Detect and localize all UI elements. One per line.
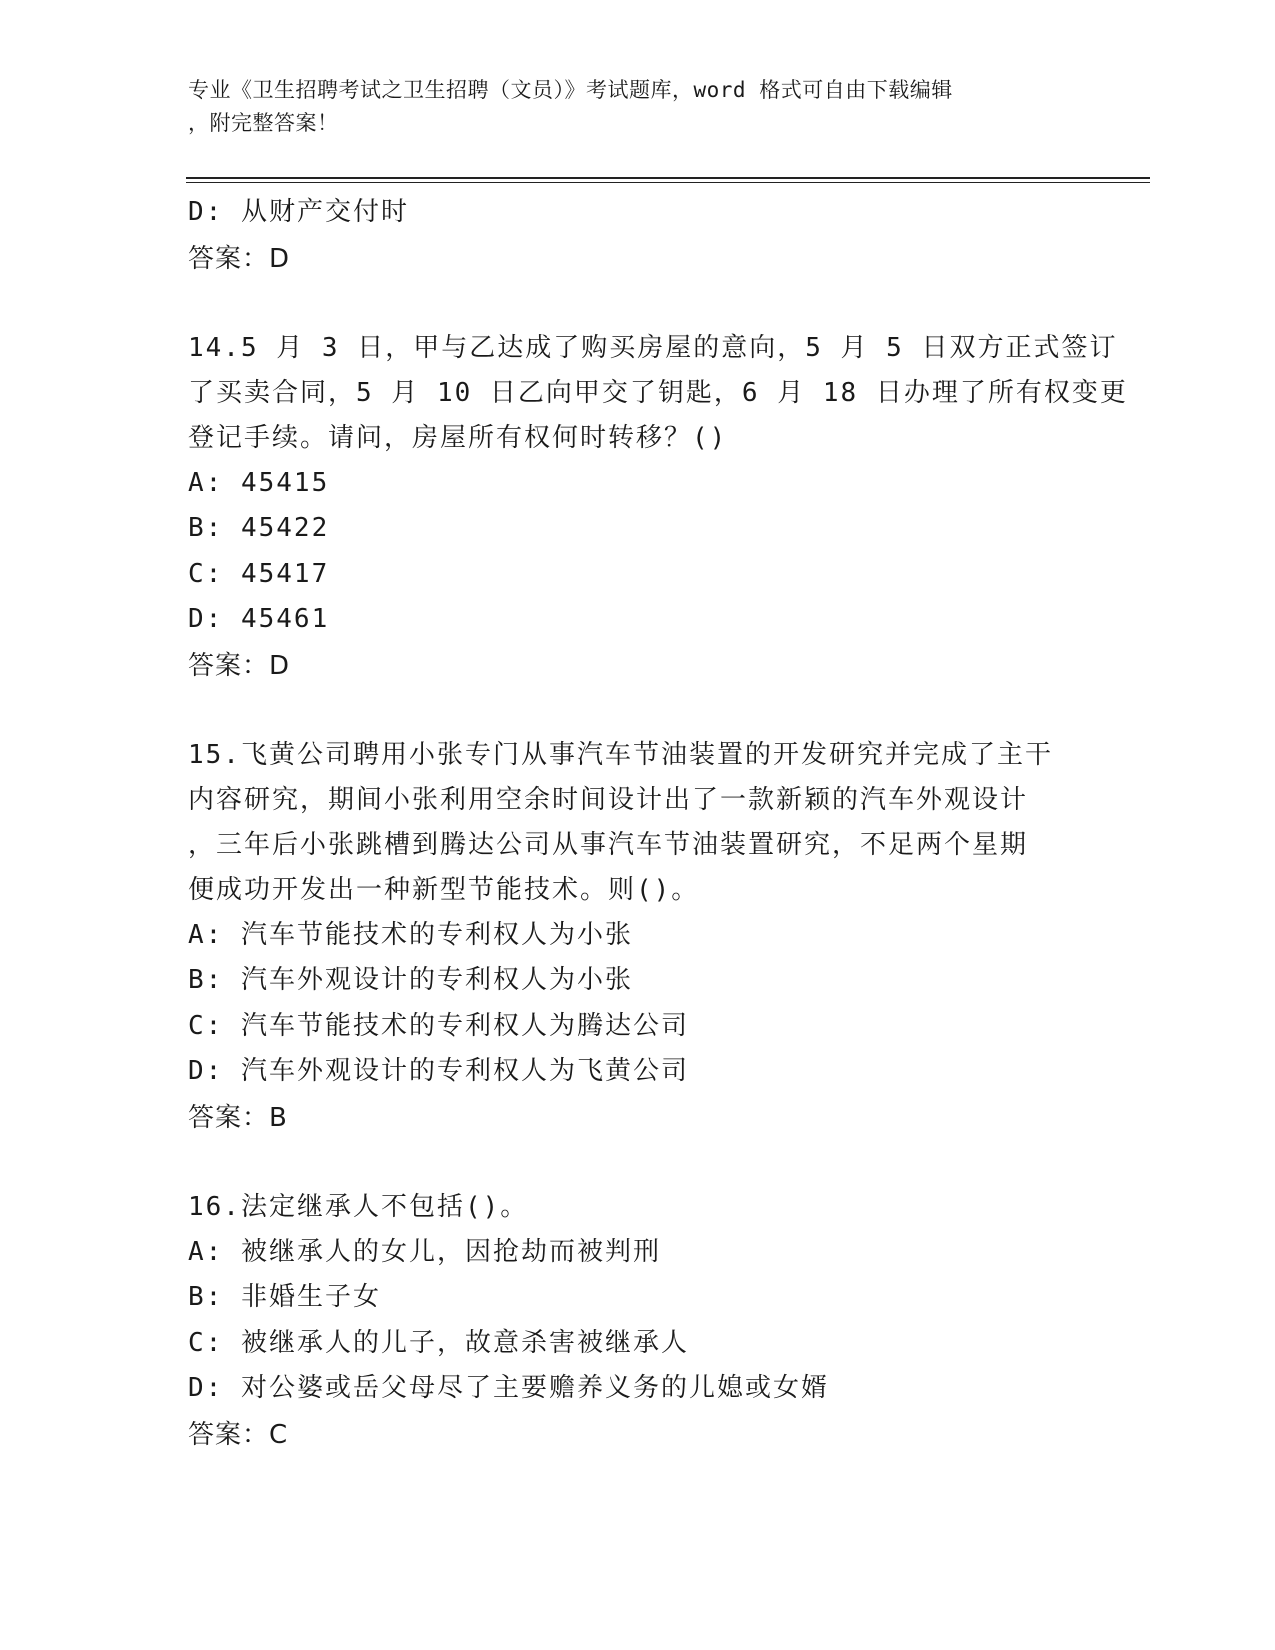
question-16-option-b: B: 非婚生子女	[188, 1282, 381, 1312]
question-14-option-d: D: 45461	[188, 604, 330, 634]
question-15-text-line: 15.飞黄公司聘用小张专门从事汽车节油装置的开发研究并完成了主干	[188, 739, 1053, 770]
question-15-text-line: 便成功开发出一种新型节能技术。则()。	[188, 874, 700, 905]
question-14-option-a: A: 45415	[188, 467, 330, 498]
question-15-option-d: D: 汽车外观设计的专利权人为飞黄公司	[188, 1056, 689, 1086]
question-14-text-line: 登记手续。请问，房屋所有权何时转移？()	[188, 422, 728, 453]
prev-answer: 答案：D	[188, 243, 291, 274]
question-15-answer: 答案：B	[188, 1102, 288, 1133]
spacer	[188, 282, 1088, 326]
question-16	[188, 1185, 1088, 1458]
prev-option-d: D: 从财产交付时	[188, 197, 409, 227]
spacer	[188, 689, 1088, 733]
question-14-answer: 答案：D	[188, 650, 291, 681]
question-16-answer: 答案：C	[188, 1419, 289, 1450]
question-15	[188, 733, 1088, 1141]
header-line-1: 专业《卫生招聘考试之卫生招聘（文员）》考试题库，word 格式可自由下载编辑	[188, 78, 953, 102]
question-15-text-line: 内容研究，期间小张利用空余时间设计出了一款新颖的汽车外观设计	[188, 784, 1029, 815]
header-rule-thin	[186, 182, 1150, 183]
question-14-text-line: 了买卖合同，5 月 10 日乙向甲交了钥匙，6 月 18 日办理了所有权变更	[188, 377, 1128, 408]
question-16-text-line: 16.法定继承人不包括()。	[188, 1191, 529, 1222]
question-15-option-b: B: 汽车外观设计的专利权人为小张	[188, 965, 633, 995]
question-15-option-a: A: 汽车节能技术的专利权人为小张	[188, 919, 633, 950]
question-15-option-c: C: 汽车节能技术的专利权人为腾达公司	[188, 1010, 689, 1041]
question-16-option-a: A: 被继承人的女儿，因抢劫而被判刑	[188, 1236, 661, 1267]
question-14-text-line: 14.5 月 3 日，甲与乙达成了购买房屋的意向，5 月 5 日双方正式签订	[188, 332, 1118, 363]
question-content	[188, 190, 1128, 1458]
spacer	[188, 1141, 1088, 1185]
question-15-text-line: ，三年后小张跳槽到腾达公司从事汽车节油装置研究，不足两个星期	[188, 829, 1029, 860]
question-16-option-d: D: 对公婆或岳父母尽了主要赡养义务的儿媳或女婿	[188, 1373, 829, 1403]
question-14-option-c: C: 45417	[188, 558, 330, 589]
header-line-2: ，附完整答案！	[188, 111, 339, 135]
question-16-option-c: C: 被继承人的儿子，故意杀害被继承人	[188, 1327, 689, 1358]
page-header	[188, 74, 1088, 140]
question-14-option-b: B: 45422	[188, 513, 330, 543]
question-14	[188, 326, 1128, 689]
header-rule-thick	[186, 177, 1150, 179]
